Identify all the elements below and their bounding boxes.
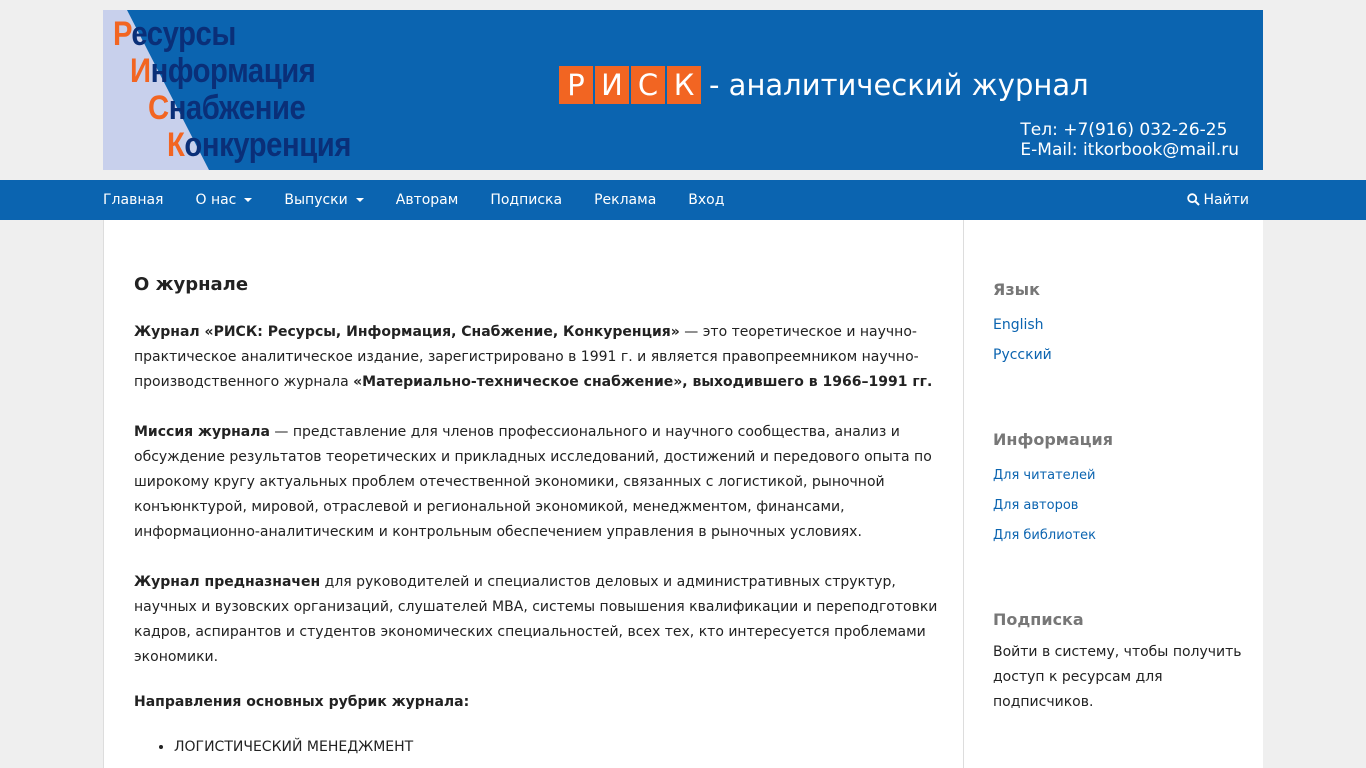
- nav-label: Вход: [688, 192, 725, 208]
- caret-down-icon: [356, 198, 364, 202]
- nav-label: О нас: [195, 192, 237, 208]
- audience-label: Журнал предназначен: [134, 574, 321, 590]
- page-title: О журнале: [134, 274, 249, 295]
- brand-letter: Р: [559, 66, 593, 104]
- page-header: [0, 0, 1366, 180]
- caret-down-icon: [244, 198, 252, 202]
- logo-line-3: [148, 90, 305, 126]
- nav-item-home[interactable]: [103, 180, 163, 220]
- nav-label: Подписка: [490, 192, 563, 208]
- about-paragraph: [134, 320, 944, 395]
- mission-paragraph: [134, 420, 944, 545]
- subscription-block-title: Подписка: [993, 610, 1084, 629]
- contact-phone: Тел: +7(916) 032-26-25: [1020, 120, 1228, 140]
- journal-name: Журнал «РИСК: Ресурсы, Информация, Снабжение, Конкуренция»: [134, 324, 680, 340]
- nav-item-login[interactable]: [688, 180, 724, 220]
- language-link-russian[interactable]: Русский: [993, 347, 1052, 363]
- subscription-text: Войти в систему, чтобы получить доступ к ресурсам для подписчиков.: [993, 644, 1242, 710]
- logo-line-4: [167, 127, 351, 163]
- nav-items: [103, 180, 756, 220]
- nav-label: Выпуски: [284, 192, 348, 208]
- search-button[interactable]: [1187, 180, 1249, 220]
- logo-cap-3: С: [148, 89, 169, 127]
- brand-tagline: - аналитический журнал: [709, 68, 1089, 102]
- nav-item-about[interactable]: [195, 180, 252, 220]
- logo-cap-4: К: [167, 126, 185, 164]
- info-block-title: Информация: [993, 430, 1113, 449]
- search-label: Найти: [1203, 192, 1249, 208]
- brand-title: [559, 66, 1089, 104]
- banner-contacts: [1020, 120, 1239, 160]
- logo-cap-1: Р: [113, 15, 132, 53]
- info-link-readers[interactable]: Для читателей: [993, 468, 1096, 483]
- journal-banner[interactable]: [103, 10, 1263, 170]
- sections-heading: Направления основных рубрик журнала:: [134, 694, 470, 710]
- brand-letter: К: [667, 66, 701, 104]
- logo-line-2: [130, 53, 315, 89]
- search-icon: [1187, 193, 1200, 206]
- contact-email: E-Mail: itkorbook@mail.ru: [1020, 140, 1239, 160]
- paragraph-text: для руководителей и специалистов деловых и административных структур, научных и вузовских организаций, слушателей MBA, системы повышения квалификации и переподготовки кадров, аспирантов и студентов экономических специальностей, всех тех, кто интересуется проблемами экономики.: [134, 574, 938, 665]
- language-link-english[interactable]: English: [993, 317, 1044, 333]
- logo-rest-1: есурсы: [131, 15, 236, 53]
- logo-rest-4: онкуренция: [184, 126, 351, 164]
- language-block-title: Язык: [993, 280, 1040, 299]
- logo-rest-3: набжение: [168, 89, 306, 127]
- mission-label: Миссия журнала: [134, 424, 270, 440]
- nav-item-issues[interactable]: [284, 180, 363, 220]
- audience-paragraph: [134, 570, 944, 670]
- main-content: [103, 220, 964, 768]
- nav-item-authors[interactable]: [396, 180, 459, 220]
- brand-letter: С: [631, 66, 665, 104]
- sidebar: [964, 220, 1263, 768]
- brand-letter: И: [595, 66, 629, 104]
- list-item: • ЛОГИСТИЧЕСКИЙ МЕНЕДЖМЕНТ: [174, 734, 413, 761]
- journal-logo: [103, 10, 373, 170]
- info-link-libraries[interactable]: Для библиотек: [993, 528, 1097, 543]
- nav-label: Авторам: [395, 192, 459, 208]
- nav-label: Главная: [103, 192, 164, 208]
- logo-rest-2: нформация: [150, 52, 316, 90]
- logo-cap-2: И: [130, 52, 151, 90]
- main-navigation: [0, 180, 1366, 220]
- nav-item-advertising[interactable]: [594, 180, 656, 220]
- paragraph-text: — это теоретическое и научно-практическое аналитическое издание, зарегистрировано в 1991 г. и является правопреемником научно-производственного журнала: [134, 324, 919, 390]
- info-link-authors[interactable]: Для авторов: [993, 498, 1079, 513]
- nav-item-subscription[interactable]: [490, 180, 562, 220]
- nav-label: Реклама: [594, 192, 657, 208]
- paragraph-text: — представление для членов профессионального и научного сообщества, анализ и обсуждение результатов теоретических и прикладных исследований, достижений и передового опыта по широкому кругу актуальных проблем отечественной экономики, связанных с логистикой, рыночной конъюнктурой, мировой, отраслевой и региональной экономикой, менеджментом, финансами, информационно-аналитическим и контрольным обеспечением управления в рыночных условиях.: [134, 424, 932, 540]
- predecessor-journal: «Материально-техническое снабжение», выходившего в 1966–1991 гг.: [353, 374, 933, 390]
- logo-line-1: [113, 16, 236, 52]
- sections-list: [134, 734, 413, 761]
